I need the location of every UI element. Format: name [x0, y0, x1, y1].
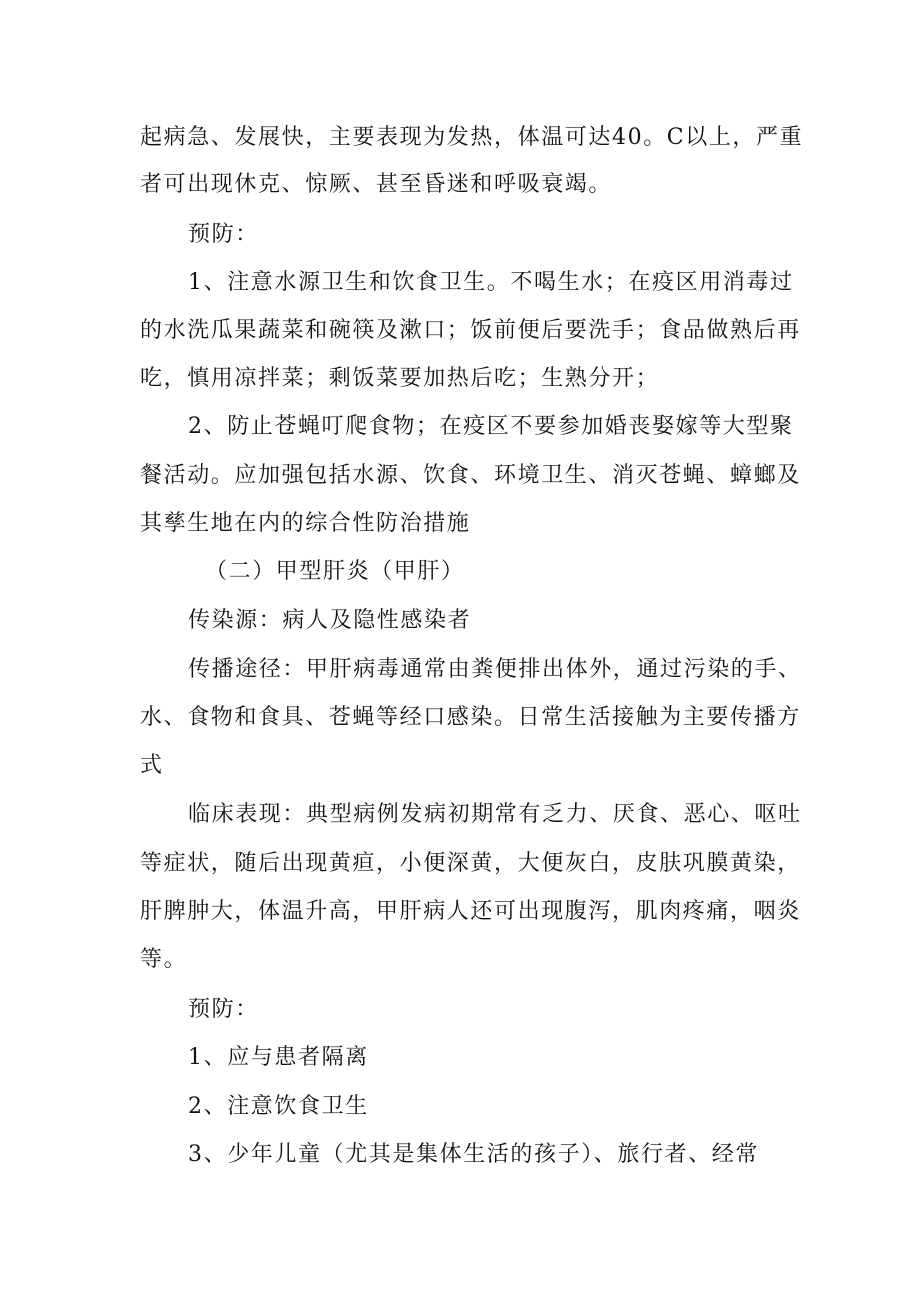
- text-line: 水、食物和食具、苍蝇等经口感染。日常生活接触为主要传播方: [140, 705, 801, 730]
- text-line: 的水洗瓜果蔬菜和碗筷及漱口；饭前便后要洗手；食品做熟后再: [140, 318, 801, 343]
- text-line: 传播途径：甲肝病毒通常由粪便排出体外，通过污染的手、: [188, 657, 802, 682]
- text-line: 传染源：病人及隐性感染者: [188, 608, 472, 633]
- text-line: 1、注意水源卫生和饮食卫生。不喝生水；在疫区用消毒过: [188, 270, 794, 295]
- text-line: 临床表现：典型病例发病初期常有乏力、厌食、恶心、呕吐: [188, 802, 802, 827]
- section-heading: （二）甲型肝炎（甲肝）: [205, 559, 465, 584]
- text-line: 起病急、发展快，主要表现为发热，体温可达40。C以上，严重: [140, 125, 804, 150]
- text-line: 等症状，随后出现黄疸，小便深黄，大便灰白，皮肤巩膜黄染，: [140, 851, 801, 876]
- text-line: 者可出现休克、惊厥、甚至昏迷和呼吸衰竭。: [140, 172, 613, 197]
- text-line: 式: [140, 753, 164, 778]
- text-line: 其孳生地在内的综合性防治措施: [140, 511, 471, 536]
- text-line: 肝脾肿大，体温升高，甲肝病人还可出现腹泻，肌肉疼痛，咽炎: [140, 899, 801, 924]
- list-item: 3、少年儿童（尤其是集体生活的孩子）、旅行者、经常: [188, 1142, 759, 1167]
- prevention-heading: 预防：: [188, 997, 259, 1022]
- list-item: 1、应与患者隔离: [188, 1045, 369, 1070]
- text-line: 餐活动。应加强包括水源、饮食、环境卫生、消灭苍蝇、蟑螂及: [140, 463, 801, 488]
- list-item: 2、注意饮食卫生: [188, 1094, 369, 1119]
- text-line: 等。: [140, 947, 188, 972]
- text-line: 吃，慎用凉拌菜；剩饭菜要加热后吃；生熟分开；: [140, 366, 660, 391]
- prevention-heading: 预防：: [188, 222, 259, 247]
- text-line: 2、防止苍蝇叮爬食物；在疫区不要参加婚丧娶嫁等大型聚: [188, 414, 794, 439]
